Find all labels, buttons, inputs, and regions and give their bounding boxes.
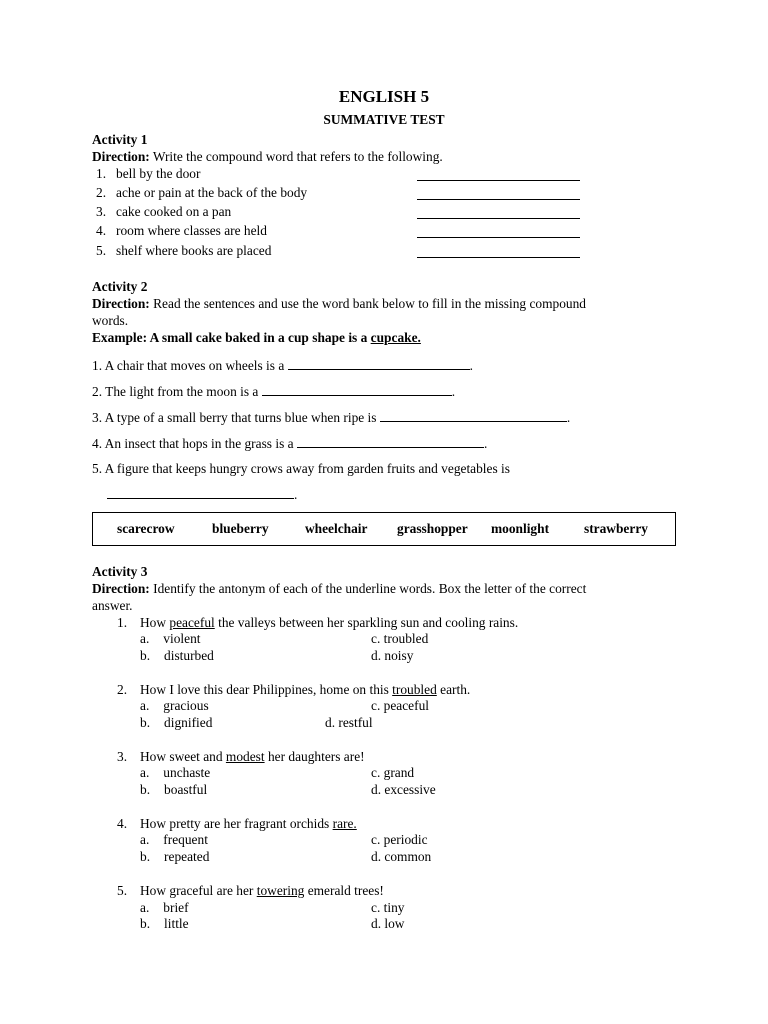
word-bank-item: blueberry — [212, 521, 269, 536]
activity2-direction-cont: words. — [92, 313, 129, 328]
question-number: 4. — [117, 816, 128, 831]
activity2-example: Example: A small cake baked in a cup shape is a cupcake. — [92, 330, 421, 345]
activity2-heading: Activity 2 — [92, 279, 148, 294]
fill-in-sentence: 2. The light from the moon is a . — [92, 384, 456, 399]
activity3-direction-cont: answer. — [92, 598, 133, 613]
page-title: ENGLISH 5 — [338, 87, 430, 106]
fill-in-sentence: 1. A chair that moves on wheels is a . — [92, 358, 473, 373]
page-subtitle: SUMMATIVE TEST — [323, 112, 445, 127]
question-number: 1. — [117, 615, 128, 630]
choice-d[interactable]: d. restful — [325, 715, 373, 730]
choice-a[interactable]: a. unchaste — [140, 765, 211, 780]
choice-d[interactable]: d. low — [371, 916, 405, 931]
activity3-direction: Direction: Identify the antonym of each of the underline words. Box the letter of the correct — [92, 581, 587, 596]
choice-c[interactable]: c. grand — [371, 765, 415, 780]
list-item: ache or pain at the back of the body — [116, 185, 308, 200]
choice-d[interactable]: d. excessive — [371, 782, 436, 797]
answer-blank[interactable] — [262, 383, 452, 396]
activity1-heading: Activity 1 — [92, 132, 148, 147]
answer-blank[interactable] — [288, 357, 470, 370]
choice-b[interactable]: b. boastful — [140, 782, 208, 797]
question-text: How sweet and modest her daughters are! — [140, 749, 365, 764]
answer-blank[interactable] — [417, 225, 580, 238]
list-item: shelf where books are placed — [116, 243, 272, 258]
choice-b[interactable]: b. dignified — [140, 715, 213, 730]
list-item: room where classes are held — [116, 223, 267, 238]
list-item-number: 4. — [96, 223, 107, 238]
word-bank — [92, 512, 676, 546]
choice-c[interactable]: c. peaceful — [371, 698, 429, 713]
answer-blank[interactable] — [417, 187, 580, 200]
answer-blank[interactable] — [417, 206, 580, 219]
word-bank-item: wheelchair — [305, 521, 368, 536]
word-bank-item: strawberry — [584, 521, 648, 536]
question-text: How I love this dear Philippines, home on this troubled earth. — [140, 682, 471, 697]
word-bank-item: moonlight — [491, 521, 550, 536]
word-bank-item: scarecrow — [117, 521, 175, 536]
list-item: bell by the door — [116, 166, 201, 181]
list-item-number: 2. — [96, 185, 107, 200]
question-text: How graceful are her towering emerald trees! — [140, 883, 384, 898]
fill-in-sentence: 5. A figure that keeps hungry crows away from garden fruits and vegetables is — [92, 461, 510, 476]
choice-d[interactable]: d. common — [371, 849, 432, 864]
list-item-number: 5. — [96, 243, 107, 258]
answer-blank[interactable] — [417, 245, 580, 258]
activity3-heading: Activity 3 — [92, 564, 148, 579]
question-number: 2. — [117, 682, 128, 697]
answer-blank[interactable] — [417, 168, 580, 181]
question-text: How pretty are her fragrant orchids rare. — [140, 816, 357, 831]
list-item-number: 1. — [96, 166, 107, 181]
choice-d[interactable]: d. noisy — [371, 648, 414, 663]
choice-c[interactable]: c. tiny — [371, 900, 405, 915]
choice-c[interactable]: c. troubled — [371, 631, 429, 646]
choice-a[interactable]: a. gracious — [140, 698, 209, 713]
fill-in-sentence: 4. An insect that hops in the grass is a . — [92, 436, 488, 451]
list-item: cake cooked on a pan — [116, 204, 232, 219]
question-number: 3. — [117, 749, 128, 764]
answer-blank[interactable] — [380, 409, 567, 422]
fill-in-sentence-cont: . — [107, 486, 297, 503]
choice-b[interactable]: b. little — [140, 916, 189, 931]
answer-blank[interactable] — [297, 435, 484, 448]
choice-a[interactable]: a. violent — [140, 631, 201, 646]
question-number: 5. — [117, 883, 128, 898]
choice-b[interactable]: b. disturbed — [140, 648, 214, 663]
list-item-number: 3. — [96, 204, 107, 219]
fill-in-sentence: 3. A type of a small berry that turns blue when ripe is . — [92, 410, 571, 425]
choice-b[interactable]: b. repeated — [140, 849, 210, 864]
question-text: How peaceful the valleys between her sparkling sun and cooling rains. — [140, 615, 519, 630]
choice-a[interactable]: a. brief — [140, 900, 189, 915]
choice-c[interactable]: c. periodic — [371, 832, 428, 847]
activity1-direction: Direction: Write the compound word that refers to the following. — [92, 149, 443, 164]
activity2-direction: Direction: Read the sentences and use the word bank below to fill in the missing compound — [92, 296, 586, 311]
answer-blank[interactable] — [107, 486, 294, 499]
word-bank-item: grasshopper — [397, 521, 468, 536]
choice-a[interactable]: a. frequent — [140, 832, 208, 847]
